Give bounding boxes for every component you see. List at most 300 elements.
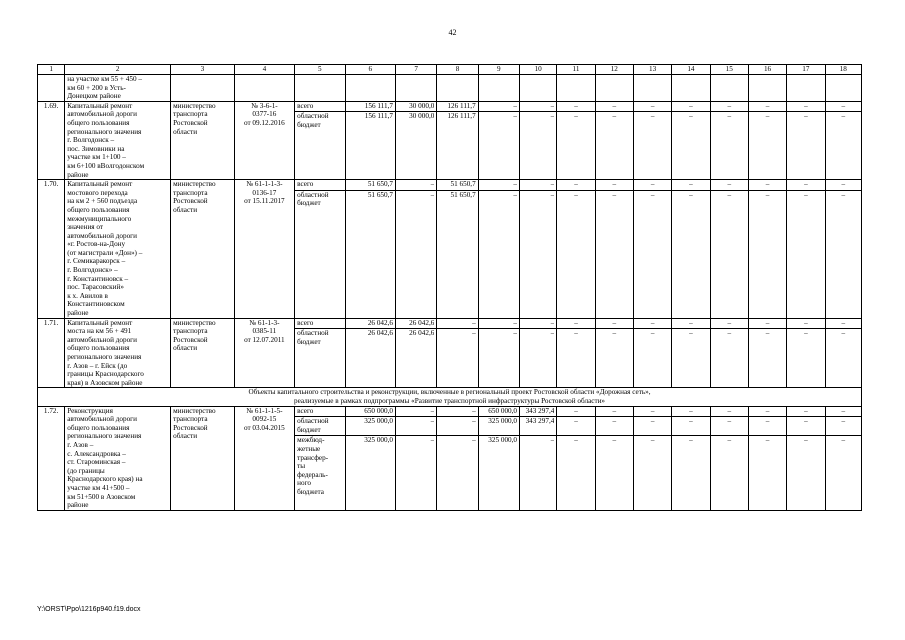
value-cell: – xyxy=(841,318,846,327)
value-cell: – xyxy=(804,417,808,426)
value-cell: – xyxy=(612,112,617,121)
value-column-9 xyxy=(478,101,519,179)
value-column-13 xyxy=(633,101,671,179)
value-column-16 xyxy=(748,101,786,179)
value-column-17 xyxy=(787,406,825,510)
value-cell: 51 650,7 xyxy=(450,180,476,189)
value-cell: – xyxy=(550,112,555,121)
value-column-16 xyxy=(748,318,786,388)
value-cell: 126 111,7 xyxy=(447,101,476,110)
object-name-line: (до границы xyxy=(67,466,105,475)
table-row xyxy=(38,180,862,319)
value-cell: 325 000,0 xyxy=(364,436,393,445)
object-name-line: г. Волгодонск» – xyxy=(67,266,118,275)
value-column-7 xyxy=(395,180,436,319)
value-column-13 xyxy=(633,406,671,510)
value-cell: – xyxy=(841,180,846,189)
value-cell: – xyxy=(612,190,617,199)
value-cell: 325 000,0 xyxy=(488,417,518,426)
value-cell: – xyxy=(574,318,578,327)
section-heading-line: Объекты капитального строительства и реконструкции, включенные в региональный проект Ростовской области «Дорожная сеть», xyxy=(248,388,651,397)
value-column-13 xyxy=(633,180,671,319)
object-name-line: Капитальный ремонт xyxy=(67,318,133,327)
funding-source-label: бюджет xyxy=(297,199,321,208)
object-name-line: межмуниципального xyxy=(67,214,132,223)
value-cell: 30 000,0 xyxy=(409,112,435,121)
value-column-18 xyxy=(825,180,861,319)
object-name-line: с. Александровка – xyxy=(67,449,126,458)
funding-source xyxy=(295,318,345,388)
object-name-line: моста на км 56 + 491 xyxy=(67,327,132,336)
value-cell: – xyxy=(574,406,578,415)
customer-line: министерство xyxy=(173,180,216,189)
value-cell: – xyxy=(804,436,808,445)
object-name-line: пос. Тарасовский» xyxy=(67,283,124,292)
object-name-line: к х. Авилов в xyxy=(67,291,108,300)
value-column-11 xyxy=(557,180,595,319)
value-cell: – xyxy=(612,101,617,110)
value-cell: – xyxy=(689,318,693,327)
value-cell: – xyxy=(513,318,518,327)
value-column-12 xyxy=(595,406,633,510)
value-column-8 xyxy=(437,406,478,510)
value-column-10 xyxy=(520,180,557,319)
value-column-12 xyxy=(595,180,633,319)
project-document-line: № 61-1-1-3- xyxy=(246,180,283,189)
funding-source-label: областной xyxy=(297,417,329,426)
value-cell: – xyxy=(804,112,808,121)
funding-source-label: всего xyxy=(297,406,314,415)
object-name-line: км 60 + 200 в Усть- xyxy=(67,83,126,92)
object-name-line: общего пользования xyxy=(67,205,130,214)
value-cell: – xyxy=(430,190,435,199)
value-column-15 xyxy=(710,318,748,388)
value-cell: 156 111,7 xyxy=(364,112,393,121)
value-column-7 xyxy=(395,101,436,179)
value-cell: – xyxy=(430,417,435,426)
value-cell: – xyxy=(574,112,578,121)
value-cell: – xyxy=(650,318,655,327)
customer xyxy=(171,180,235,319)
project-document-line: 0136-17 xyxy=(252,188,277,197)
funding-source-label: всего xyxy=(297,318,314,327)
value-cell: 156 111,7 xyxy=(364,101,393,110)
object-name-line: г. Азов – г. Ейск (до xyxy=(67,361,128,370)
object-name-line: пос. Зимовники на xyxy=(67,144,125,153)
value-cell: – xyxy=(650,436,655,445)
object-name-line: общего пользования xyxy=(67,423,130,432)
column-number-17: 17 xyxy=(787,65,825,75)
value-cell: – xyxy=(612,417,617,426)
object-name-line: районе xyxy=(67,309,89,318)
object-name-line: автомобильной дороги xyxy=(67,335,137,344)
value-cell: – xyxy=(765,190,770,199)
object-name-line: мостового перехода xyxy=(67,188,128,197)
section-heading-row xyxy=(38,388,862,406)
value-cell: – xyxy=(765,112,770,121)
value-cell: – xyxy=(765,180,770,189)
continued-row xyxy=(38,75,862,102)
column-number-18: 18 xyxy=(825,65,861,75)
object-name-line: г. Константиновск – xyxy=(67,274,129,283)
value-cell: 343 297,4 xyxy=(525,417,555,426)
value-cell: – xyxy=(689,101,693,110)
column-number-13: 13 xyxy=(633,65,671,75)
project-document-line: от 15.11.2017 xyxy=(244,197,285,206)
value-cell: – xyxy=(689,417,693,426)
project-document-line: № 61-1-3- xyxy=(249,318,280,327)
column-number-16: 16 xyxy=(748,65,786,75)
value-cell: – xyxy=(550,318,555,327)
value-cell: – xyxy=(574,436,578,445)
value-cell: – xyxy=(689,112,693,121)
value-cell: – xyxy=(727,406,732,415)
value-cell: – xyxy=(612,318,617,327)
column-number-11: 11 xyxy=(557,65,595,75)
funding-source-label: областной xyxy=(297,190,329,199)
object-name-line: Капитальный ремонт xyxy=(67,180,133,189)
value-cell: – xyxy=(727,436,732,445)
value-cell: – xyxy=(689,180,693,189)
value-column-11 xyxy=(557,101,595,179)
value-cell: – xyxy=(765,436,770,445)
object-name-line: границы Краснодарского xyxy=(67,370,144,379)
funding-source-label: жетные xyxy=(297,444,321,453)
value-cell: – xyxy=(841,417,846,426)
table-row xyxy=(38,101,862,179)
value-cell: 126 111,7 xyxy=(447,112,476,121)
object-name-line: г. Семикаракорск – xyxy=(67,257,126,266)
section-heading-line: реализуемые в рамках подпрограммы «Развитие транспортной инфраструктуры Ростовской области» xyxy=(293,396,606,405)
value-cell: 26 042,6 xyxy=(409,318,435,327)
object-name-line: автомобильной дороги xyxy=(67,231,137,240)
table-row xyxy=(38,318,862,388)
value-column-15 xyxy=(710,406,748,510)
object-name-line: Константиновском xyxy=(67,300,125,309)
value-column-16 xyxy=(748,406,786,510)
value-cell: – xyxy=(841,329,846,338)
column-number-9: 9 xyxy=(478,65,519,75)
value-cell: – xyxy=(689,436,693,445)
value-cell: – xyxy=(472,318,476,327)
value-cell: – xyxy=(804,406,808,415)
value-cell: – xyxy=(550,329,555,338)
customer-line: министерство xyxy=(173,318,216,327)
value-column-17 xyxy=(787,318,825,388)
value-cell: – xyxy=(841,101,846,110)
value-cell: – xyxy=(689,190,693,199)
value-cell: – xyxy=(550,180,555,189)
column-number-15: 15 xyxy=(710,65,748,75)
project-document xyxy=(234,406,295,510)
object-name-line: Капитальный ремонт xyxy=(67,101,133,110)
object-name-line: общего пользования xyxy=(67,118,130,127)
project-document-line: № 61-1-1-5- xyxy=(246,406,283,415)
value-column-8 xyxy=(437,318,478,388)
customer-line: транспорта xyxy=(173,327,208,336)
object-name-line: регионального значения xyxy=(67,432,142,441)
value-cell: – xyxy=(841,436,846,445)
object-name-line: Краснодарского края) на xyxy=(67,475,143,484)
funding-source-label: бюджет xyxy=(297,337,321,346)
customer xyxy=(171,406,235,510)
value-cell: – xyxy=(612,436,617,445)
value-column-17 xyxy=(787,101,825,179)
column-number-8: 8 xyxy=(437,65,478,75)
value-cell: – xyxy=(727,112,732,121)
customer-line: Ростовской xyxy=(173,197,208,206)
value-cell: 51 650,7 xyxy=(367,180,393,189)
customer-line: области xyxy=(173,127,198,136)
value-column-14 xyxy=(672,406,710,510)
value-column-12 xyxy=(595,101,633,179)
value-column-18 xyxy=(825,406,861,510)
header-row xyxy=(38,65,862,75)
object-name-line: автомобильной дороги xyxy=(67,110,137,119)
column-number-12: 12 xyxy=(595,65,633,75)
value-column-13 xyxy=(633,318,671,388)
value-cell: – xyxy=(727,417,732,426)
column-number-6: 6 xyxy=(345,65,395,75)
value-cell: – xyxy=(727,190,732,199)
row-number: 1.71. xyxy=(38,318,65,388)
value-cell: – xyxy=(430,436,435,445)
value-cell: – xyxy=(574,190,578,199)
value-cell: 26 042,6 xyxy=(409,329,435,338)
value-cell: 51 650,7 xyxy=(367,190,393,199)
value-cell: 26 042,6 xyxy=(367,329,393,338)
value-column-8 xyxy=(437,180,478,319)
value-column-14 xyxy=(672,180,710,319)
value-cell: – xyxy=(612,180,617,189)
value-cell: – xyxy=(804,329,808,338)
project-document xyxy=(234,318,295,388)
object-name-line: г. Волгодонск – xyxy=(67,136,115,145)
value-column-10 xyxy=(520,318,557,388)
customer-line: транспорта xyxy=(173,188,208,197)
project-document-line: 0385-11 xyxy=(252,327,277,336)
customer-line: области xyxy=(173,344,198,353)
object-name xyxy=(65,318,171,388)
value-column-7 xyxy=(395,318,436,388)
funding-source-label: бюджета xyxy=(297,487,324,496)
value-cell: – xyxy=(430,180,435,189)
value-cell: 26 042,6 xyxy=(367,318,393,327)
value-column-6 xyxy=(345,180,395,319)
value-cell: – xyxy=(689,329,693,338)
column-number-4: 4 xyxy=(234,65,295,75)
value-cell: 30 000,0 xyxy=(409,101,435,110)
value-cell: – xyxy=(765,101,770,110)
customer-line: Ростовской xyxy=(173,423,208,432)
funding-source xyxy=(295,101,345,179)
object-name-line: регионального значения xyxy=(67,353,142,361)
object-name-line: «г. Ростов-на-Дону xyxy=(67,240,126,249)
funding-source xyxy=(295,406,345,510)
value-cell: – xyxy=(765,329,770,338)
funding-source-label: областной xyxy=(297,112,329,121)
value-cell: – xyxy=(841,190,846,199)
project-document-line: от 03.04.2015 xyxy=(244,423,285,432)
customer-line: области xyxy=(173,205,198,214)
value-column-11 xyxy=(557,318,595,388)
value-cell: – xyxy=(612,329,617,338)
object-name xyxy=(65,180,171,319)
value-cell: – xyxy=(650,329,655,338)
budget-table xyxy=(37,64,862,511)
funding-source-label: ты xyxy=(297,462,306,471)
page-number: 42 xyxy=(448,28,457,37)
object-name-line: на км 2 + 560 подъезда xyxy=(67,197,138,206)
value-column-16 xyxy=(748,180,786,319)
value-column-15 xyxy=(710,180,748,319)
object-name xyxy=(65,101,171,179)
value-cell: – xyxy=(574,180,578,189)
customer xyxy=(171,318,235,388)
object-name-line: районе xyxy=(67,501,89,510)
value-cell: – xyxy=(689,406,693,415)
customer-line: Ростовской xyxy=(173,118,208,127)
value-cell: – xyxy=(727,329,732,338)
funding-source-label: межбюд- xyxy=(297,436,325,445)
value-cell: – xyxy=(513,112,518,121)
column-number-1: 1 xyxy=(38,65,65,75)
value-cell: – xyxy=(727,101,732,110)
customer-line: транспорта xyxy=(173,415,208,424)
value-cell: – xyxy=(650,417,655,426)
value-column-6 xyxy=(345,318,395,388)
funding-source-label: федераль- xyxy=(297,470,328,479)
column-number-3: 3 xyxy=(171,65,235,75)
object-name-line: ст. Староминская – xyxy=(67,458,126,467)
customer xyxy=(171,101,235,179)
value-cell: – xyxy=(472,417,476,426)
value-cell: – xyxy=(513,190,518,199)
funding-source-label: областной xyxy=(297,329,329,338)
value-cell: 325 000,0 xyxy=(488,436,518,445)
value-cell: – xyxy=(612,406,617,415)
value-column-18 xyxy=(825,101,861,179)
row-number: 1.69. xyxy=(38,101,65,179)
section-heading xyxy=(38,388,862,406)
column-number-5: 5 xyxy=(295,65,345,75)
value-cell: – xyxy=(513,329,518,338)
value-cell: – xyxy=(550,190,555,199)
value-cell: – xyxy=(841,112,846,121)
value-column-7 xyxy=(395,406,436,510)
value-column-17 xyxy=(787,180,825,319)
value-column-9 xyxy=(478,318,519,388)
value-cell: – xyxy=(650,112,655,121)
value-cell: – xyxy=(472,329,476,338)
funding-source-label: ного xyxy=(297,479,311,488)
object-name-line: участке км 41+500 – xyxy=(67,483,130,492)
object-name-line: км 51+500 в Азовском xyxy=(67,492,136,501)
value-cell: – xyxy=(650,190,655,199)
object-name-line: участке км 1+100 – xyxy=(67,153,126,162)
object-name-line: г. Азов – xyxy=(67,440,94,449)
value-cell: – xyxy=(430,406,435,415)
funding-source-label: бюджет xyxy=(297,120,321,129)
object-name-line: (от магистрали «Дон») – xyxy=(67,248,143,257)
customer-line: области xyxy=(173,432,198,441)
value-cell: – xyxy=(765,318,770,327)
column-number-10: 10 xyxy=(520,65,557,75)
value-cell: 650 000,0 xyxy=(488,406,518,415)
customer-line: министерство xyxy=(173,101,216,110)
object-name-line: значения от xyxy=(67,223,104,232)
value-column-6 xyxy=(345,101,395,179)
value-cell: – xyxy=(727,318,732,327)
value-cell: 343 297,4 xyxy=(525,406,555,415)
object-name-line: районе xyxy=(67,170,89,179)
project-document-line: № 3-6-1- xyxy=(251,101,278,110)
project-document-line: от 09.12.2016 xyxy=(244,118,285,127)
value-column-18 xyxy=(825,318,861,388)
object-name xyxy=(65,406,171,510)
customer-line: Ростовской xyxy=(173,335,208,344)
object-name-line: Донецком районе xyxy=(67,92,121,101)
object-name-line: км 6+100 вВолгодонском xyxy=(67,161,145,170)
project-document xyxy=(234,180,295,319)
value-column-11 xyxy=(557,406,595,510)
project-document-line: 0092-15 xyxy=(252,415,277,424)
funding-source-label: всего xyxy=(297,180,314,189)
value-cell: – xyxy=(513,180,518,189)
value-cell: – xyxy=(804,101,808,110)
value-cell: – xyxy=(574,329,578,338)
table-row xyxy=(38,406,862,510)
project-document-line: от 12.07.2011 xyxy=(244,335,285,344)
value-cell: – xyxy=(765,406,770,415)
value-column-14 xyxy=(672,101,710,179)
value-cell: – xyxy=(472,406,476,415)
object-name-line: регионального значения xyxy=(67,127,142,136)
value-cell: 325 000,0 xyxy=(364,417,393,426)
footer-file-path: Y:\ORST\Ppo\1216p940.f19.docx xyxy=(37,606,141,613)
value-cell: – xyxy=(550,101,555,110)
customer-line: министерство xyxy=(173,406,216,415)
funding-source-label: бюджет xyxy=(297,425,321,434)
funding-source-label: трансфер- xyxy=(297,453,329,462)
value-column-15 xyxy=(710,101,748,179)
value-column-10 xyxy=(520,406,557,510)
value-column-8 xyxy=(437,101,478,179)
object-name-line: Реконструкция xyxy=(67,406,113,415)
value-column-9 xyxy=(478,406,519,510)
value-cell: – xyxy=(804,190,808,199)
object-name-line: края) в Азовском районе xyxy=(67,378,143,387)
value-cell: – xyxy=(765,417,770,426)
value-cell: – xyxy=(513,101,518,110)
value-column-9 xyxy=(478,180,519,319)
value-column-14 xyxy=(672,318,710,388)
value-cell: – xyxy=(574,417,578,426)
value-cell: 650 000,0 xyxy=(364,406,393,415)
value-cell: – xyxy=(650,406,655,415)
project-document-line: 0377-16 xyxy=(252,110,277,119)
row-number: 1.72. xyxy=(38,406,65,510)
value-cell: – xyxy=(727,180,732,189)
customer-line: транспорта xyxy=(173,110,208,119)
column-number-14: 14 xyxy=(672,65,710,75)
value-cell: – xyxy=(574,101,578,110)
value-cell: – xyxy=(650,101,655,110)
value-cell: – xyxy=(650,180,655,189)
value-column-10 xyxy=(520,101,557,179)
row-number: 1.70. xyxy=(38,180,65,319)
value-cell: – xyxy=(841,406,846,415)
